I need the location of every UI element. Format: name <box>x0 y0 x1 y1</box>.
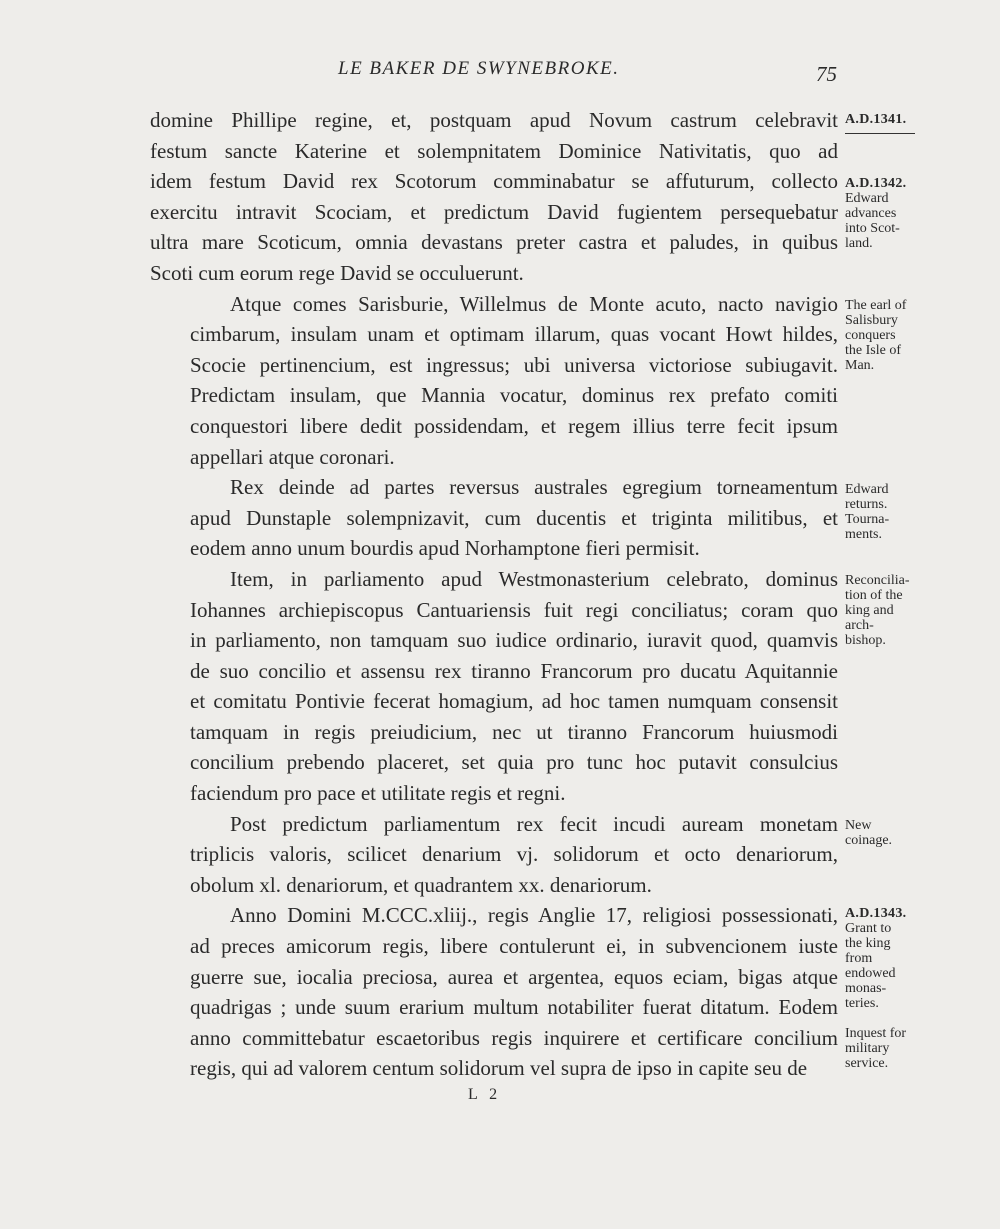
text-line: in parliamento, non tamquam suo iudice ordinario, iuravit quod, quamvis <box>190 628 838 653</box>
margin-note-line: into Scot- <box>845 221 900 236</box>
page-number: 75 <box>816 62 837 86</box>
margin-note-line: king and <box>845 603 894 618</box>
margin-note-line: Grant to <box>845 921 892 936</box>
margin-note <box>845 573 955 648</box>
margin-year: A.D.1342. <box>845 176 907 191</box>
margin-note-line: land. <box>845 236 873 251</box>
text-line: festum sancte Katerine et solempnitatem Dominice Nativitatis, quo ad <box>150 138 838 163</box>
text-line: idem festum David rex Scotorum comminabatur se affuturum, collecto <box>150 169 838 194</box>
text-line: appellari atque coronari. <box>190 444 395 469</box>
margin-note <box>845 482 955 542</box>
margin-note-line: military <box>845 1041 890 1056</box>
margin-note-line: Salisbury <box>845 313 898 328</box>
running-title: LE BAKER DE SWYNEBROKE. <box>338 58 620 79</box>
paragraph <box>150 289 838 473</box>
margin-note-line: conquers <box>845 328 896 343</box>
text-line: de suo concilio et assensu rex tiranno Francorum pro ducatu Aquitannie <box>190 658 838 683</box>
text-line: Scoti cum eorum rege David se occuluerunt. <box>150 260 524 285</box>
text-line: concilium prebendo placeret, set quia pro tunc hoc putavit consulcius <box>190 750 838 775</box>
text-line: obolum xl. denariorum, et quadrantem xx. denariorum. <box>190 872 652 897</box>
text-line: domine Phillipe regine, et, postquam apud Novum castrum celebravit <box>150 108 838 132</box>
text-line: Post predictum parliamentum rex fecit incudi auream monetam <box>230 811 838 836</box>
margin-note-line: Edward <box>845 482 889 497</box>
margin-rule <box>845 133 915 134</box>
margin-note-line: bishop. <box>845 633 886 648</box>
margin-year: A.D.1341. <box>845 112 907 127</box>
margin-note-line: from <box>845 951 873 966</box>
text-line: apud Dunstaple solempnizavit, cum ducentis et triginta militibus, et <box>190 505 838 530</box>
margin-year: A.D.1343. <box>845 906 907 921</box>
margin-note <box>845 818 955 848</box>
margin-note-line: The earl of <box>845 298 907 313</box>
text-line: Atque comes Sarisburie, Willelmus de Monte acuto, nacto navigio <box>230 291 838 316</box>
paragraph <box>150 472 838 564</box>
margin-note <box>845 1026 955 1071</box>
margin-note-line: returns. <box>845 497 888 512</box>
paragraph <box>150 900 838 1084</box>
margin-note-line: endowed <box>845 966 896 981</box>
main-text <box>150 105 838 1084</box>
text-line: Scocie pertinencium, est ingressus; ubi universa victoriose subiugavit. <box>190 352 838 377</box>
margin-note-line: Reconcilia- <box>845 573 910 588</box>
margin-note <box>845 906 955 1011</box>
text-line: eodem anno unum bourdis apud Norhamptone fieri permisit. <box>190 536 700 561</box>
margin-note-line: the Isle of <box>845 343 901 358</box>
margin-note <box>845 176 955 251</box>
margin-note-line: arch- <box>845 618 874 633</box>
paragraph <box>150 105 838 289</box>
text-line: Iohannes archiepiscopus Cantuariensis fuit regi conciliatus; coram quo <box>190 597 838 622</box>
text-line: triplicis valoris, scilicet denarium vj. solidorum et octo denariorum, <box>190 842 838 867</box>
margin-note-line: tion of the <box>845 588 903 603</box>
text-line: exercitu intravit Scociam, et predictum David fugientem persequebatur <box>150 199 838 224</box>
text-line: faciendum pro pace et utilitate regis et regni. <box>190 781 566 806</box>
margin-note-line: Edward <box>845 191 889 206</box>
margin-note-line: teries. <box>845 996 879 1011</box>
text-line: anno committebatur escaetoribus regis inquirere et certificare concilium <box>190 1025 838 1050</box>
text-line: Rex deinde ad partes reversus australes egregium torneamentum <box>230 475 838 500</box>
text-line: conquestori libere dedit possidendam, et regem illius terre fecit ipsum <box>190 413 838 438</box>
text-line: Predictam insulam, que Mannia vocatur, dominus rex prefato comiti <box>190 383 838 408</box>
paragraph <box>150 564 838 809</box>
margin-note <box>845 112 955 134</box>
margin-note-line: advances <box>845 206 897 221</box>
text-line: guerre sue, iocalia preciosa, aurea et argentea, equos eciam, bigas atque <box>190 964 838 989</box>
text-line: Item, in parliamento apud Westmonasterium celebrato, dominus <box>230 566 838 591</box>
margin-note-line: New <box>845 818 872 833</box>
margin-note-line: service. <box>845 1056 889 1071</box>
margin-note-line: monas- <box>845 981 887 996</box>
text-line: ultra mare Scoticum, omnia devastans preter castra et paludes, in quibus <box>150 230 838 255</box>
margin-note-line: ments. <box>845 527 882 542</box>
margin-note-line: coinage. <box>845 833 893 848</box>
text-line: regis, qui ad valorem centum solidorum vel supra de ipso in capite seu de <box>190 1056 808 1081</box>
margin-note-line: Tourna- <box>845 512 890 527</box>
signature-mark: L 2 <box>468 1086 502 1103</box>
text-line: cimbarum, insulam unam et optimam illarum, quas vocant Howt hildes, <box>190 322 838 347</box>
text-line: ad preces amicorum regis, libere contulerunt ei, in subvencionem iuste <box>190 934 838 959</box>
text-line: quadrigas ; unde suum erarium multum notabiliter fuerat ditatum. Eodem <box>190 995 838 1020</box>
margin-note <box>845 298 955 373</box>
margin-note-line: the king <box>845 936 891 951</box>
paragraph <box>150 809 838 901</box>
text-line: et comitatu Pontivie fecerat homagium, ad hoc tamen numquam consensit <box>190 689 838 714</box>
margin-note-line: Man. <box>845 358 875 373</box>
text-line: Anno Domini M.CCC.xliij., regis Anglie 17, religiosi possessionati, <box>230 903 838 928</box>
margin-note-line: Inquest for <box>845 1026 907 1041</box>
text-line: tamquam in regis preiudicium, nec ut tiranno Francorum huiusmodi <box>190 719 838 744</box>
